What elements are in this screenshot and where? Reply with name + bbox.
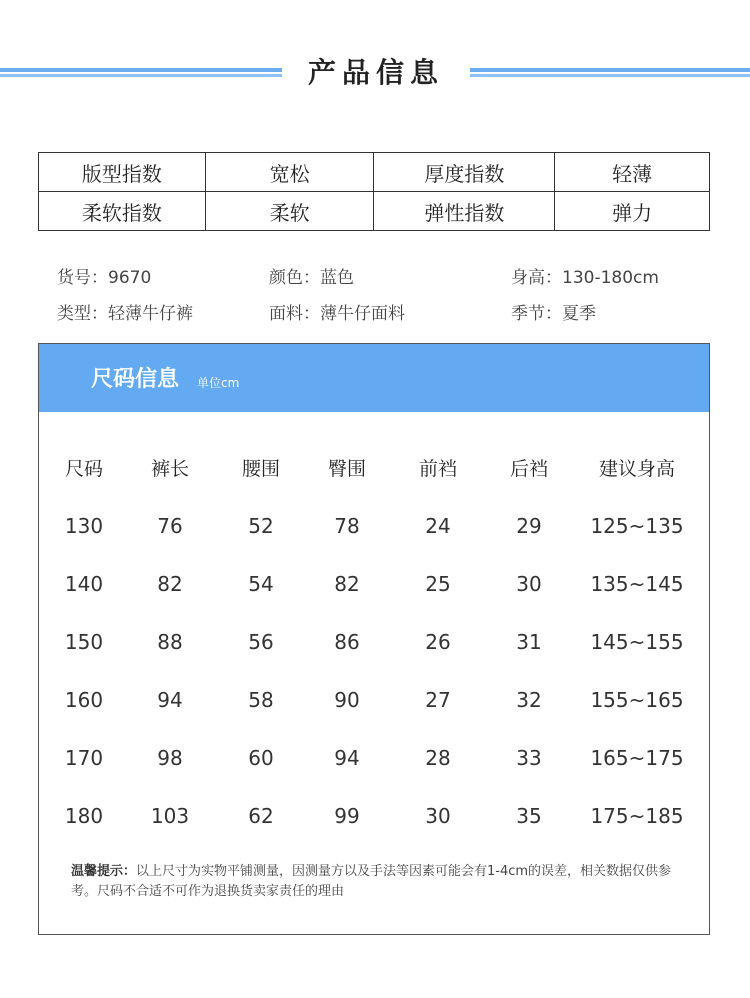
attribute-label: 弹性指数 bbox=[374, 192, 555, 231]
spec-season: 季节：夏季 bbox=[511, 304, 596, 324]
size-table-cell: 90 bbox=[334, 688, 360, 712]
attribute-table bbox=[38, 152, 710, 231]
page-title: 产品信息 bbox=[307, 56, 444, 89]
size-chart-title: 尺码信息 bbox=[91, 367, 180, 392]
attribute-value: 宽松 bbox=[205, 153, 374, 192]
size-column-header: 腰围 bbox=[241, 458, 280, 480]
size-table-cell: 62 bbox=[248, 804, 274, 828]
size-column-header: 裤长 bbox=[150, 458, 189, 480]
size-table-cell: 125~135 bbox=[590, 514, 684, 538]
size-table-cell: 78 bbox=[334, 514, 360, 538]
size-chart bbox=[38, 343, 710, 935]
size-table-cell: 32 bbox=[516, 688, 542, 712]
size-table-cell: 24 bbox=[425, 514, 451, 538]
size-table-cell: 88 bbox=[157, 630, 183, 654]
size-table-cell: 31 bbox=[516, 630, 542, 654]
size-table-cell: 29 bbox=[516, 514, 542, 538]
size-table-cell: 86 bbox=[334, 630, 360, 654]
attribute-row bbox=[39, 192, 710, 231]
size-table-cell: 130 bbox=[64, 514, 104, 538]
size-table-cell: 82 bbox=[334, 572, 360, 596]
spec-color: 颜色：蓝色 bbox=[269, 268, 354, 288]
size-table-cell: 150 bbox=[64, 630, 104, 654]
size-note-text: 以上尺寸为实物平铺测量，因测量方以及手法等因素可能会有1-4cm的误差，相关数据仅供参考。尺码不合适不可作为退换货卖家责任的理由 bbox=[71, 864, 672, 899]
attribute-row bbox=[39, 153, 710, 192]
size-chart-unit: 单位cm bbox=[197, 376, 240, 390]
size-table-cell: 94 bbox=[334, 746, 360, 770]
size-table-cell: 60 bbox=[248, 746, 274, 770]
size-table-cell: 30 bbox=[425, 804, 451, 828]
size-table-cell: 27 bbox=[425, 688, 451, 712]
size-table-cell: 170 bbox=[64, 746, 104, 770]
size-table-cell: 165~175 bbox=[590, 746, 684, 770]
spec-fabric: 面料：薄牛仔面料 bbox=[269, 304, 405, 324]
section-header bbox=[0, 50, 750, 100]
size-table-cell: 30 bbox=[516, 572, 542, 596]
size-table-cell: 160 bbox=[64, 688, 104, 712]
size-column-header: 后裆 bbox=[509, 458, 548, 480]
attribute-value: 轻薄 bbox=[555, 153, 710, 192]
size-note-label: 温馨提示： bbox=[71, 864, 137, 879]
size-table-cell: 145~155 bbox=[590, 630, 684, 654]
header-line-right bbox=[470, 68, 750, 78]
size-table-cell: 155~165 bbox=[590, 688, 684, 712]
size-table-cell: 58 bbox=[248, 688, 274, 712]
size-table-cell: 35 bbox=[516, 804, 542, 828]
size-chart-header bbox=[39, 344, 709, 412]
attribute-label: 版型指数 bbox=[39, 153, 206, 192]
spec-type: 类型：轻薄牛仔裤 bbox=[57, 304, 193, 324]
attribute-value: 弹力 bbox=[555, 192, 710, 231]
size-table-cell: 33 bbox=[516, 746, 542, 770]
size-column-header: 前裆 bbox=[418, 458, 457, 480]
spec-height: 身高：130-180cm bbox=[511, 268, 659, 288]
size-table-cell: 52 bbox=[248, 514, 274, 538]
size-table-cell: 94 bbox=[157, 688, 183, 712]
size-table-cell: 76 bbox=[157, 514, 183, 538]
size-table-cell: 28 bbox=[425, 746, 451, 770]
size-table-cell: 180 bbox=[64, 804, 104, 828]
size-table-cell: 25 bbox=[425, 572, 451, 596]
size-table-cell: 99 bbox=[334, 804, 360, 828]
size-table-cell: 140 bbox=[64, 572, 104, 596]
size-table-cell: 56 bbox=[248, 630, 274, 654]
size-table-cell: 26 bbox=[425, 630, 451, 654]
attribute-label: 厚度指数 bbox=[374, 153, 555, 192]
size-table-cell: 54 bbox=[248, 572, 274, 596]
size-table-cell: 175~185 bbox=[590, 804, 684, 828]
size-table-cell: 135~145 bbox=[590, 572, 684, 596]
size-note bbox=[71, 862, 691, 902]
size-column-header: 尺码 bbox=[64, 458, 103, 480]
size-table-cell: 98 bbox=[157, 746, 183, 770]
size-column-header: 建议身高 bbox=[598, 458, 675, 480]
size-column-header: 臀围 bbox=[327, 458, 366, 480]
size-table-cell: 82 bbox=[157, 572, 183, 596]
attribute-label: 柔软指数 bbox=[39, 192, 206, 231]
attribute-value: 柔软 bbox=[205, 192, 374, 231]
spec-item-no: 货号：9670 bbox=[57, 268, 152, 288]
size-table-cell: 103 bbox=[150, 804, 190, 828]
header-line-left bbox=[0, 68, 282, 78]
